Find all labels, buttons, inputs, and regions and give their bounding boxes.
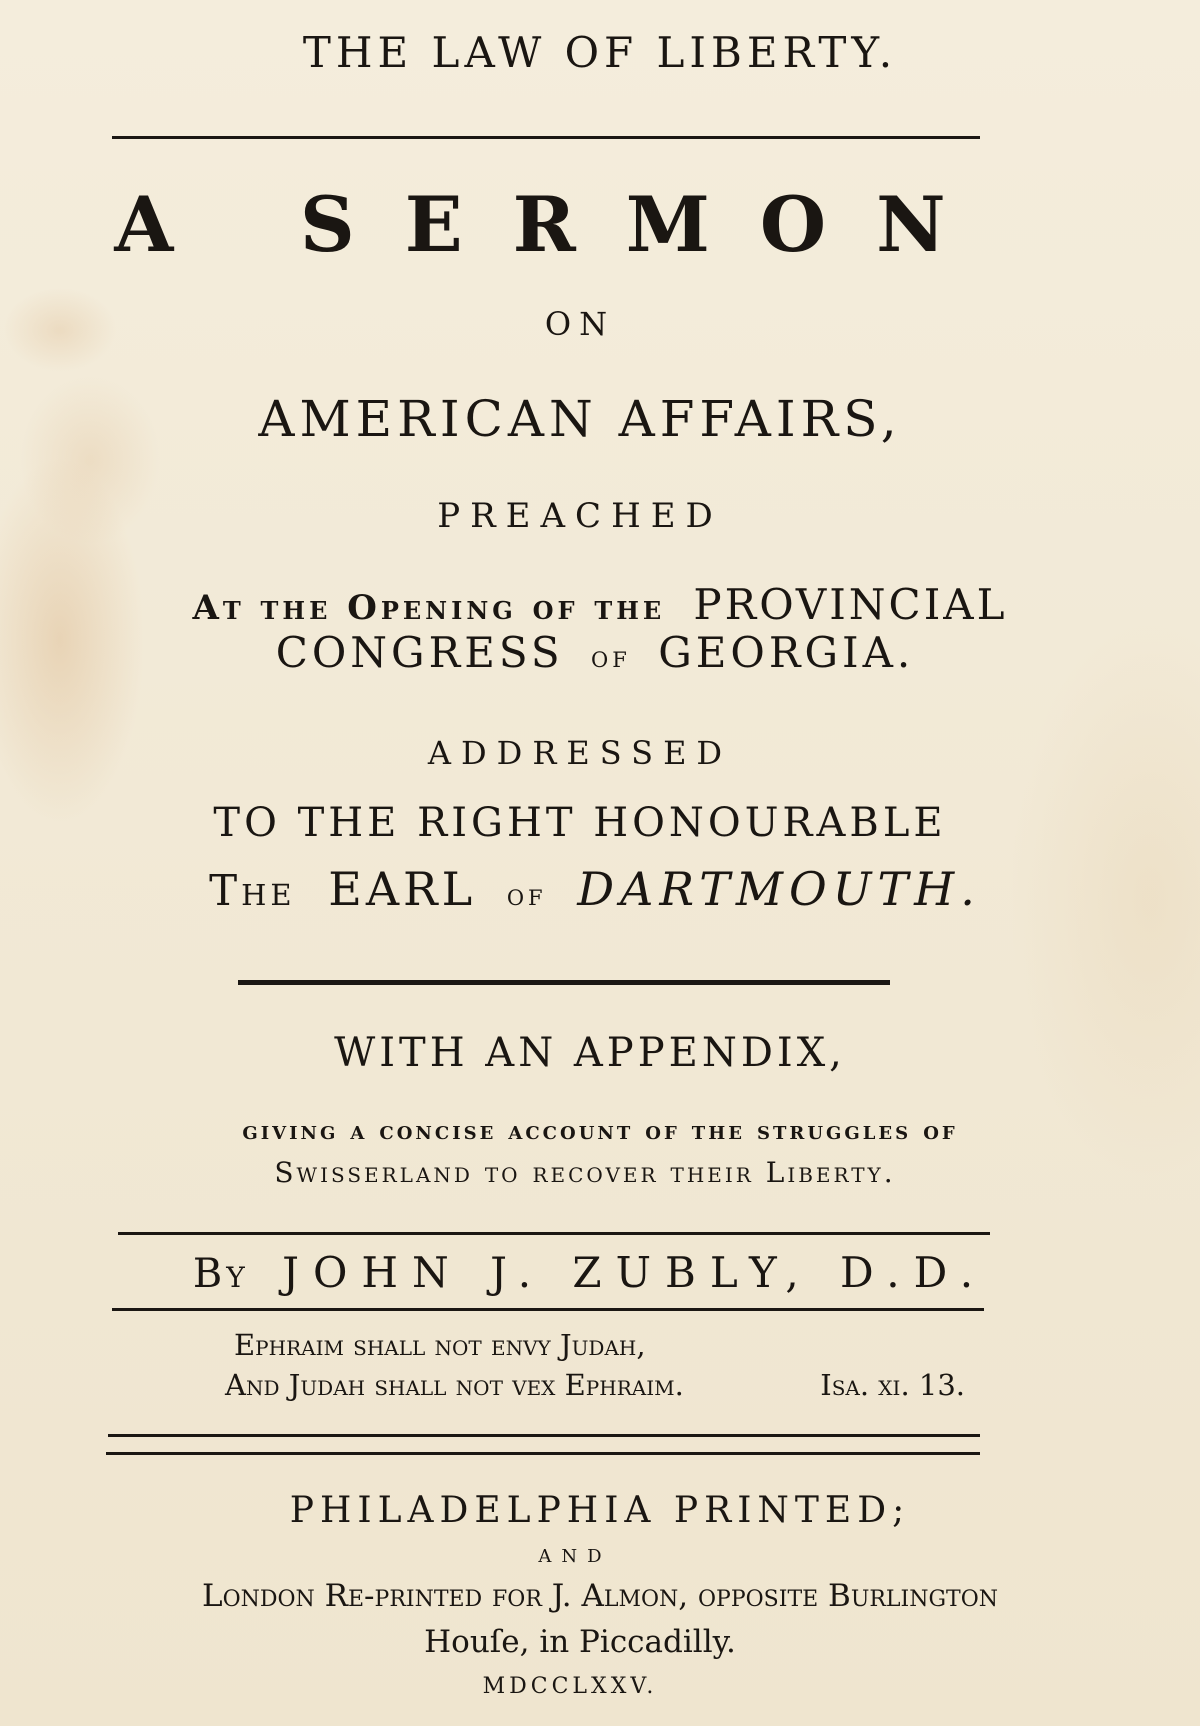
epigraph-line-2-row [225,1368,965,1402]
preached-word: PREACHED [437,496,723,536]
top-rule [112,136,980,139]
to-line: TO THE RIGHT HONOURABLE [213,800,947,846]
earl-the: The [209,866,296,915]
imprint-london-line: London Re-printed for J. Almon, oppoſite Burlington [201,1578,999,1614]
occasion-of: of [591,640,631,675]
appendix-desc-2: Swisserland to recover their Liberty. [274,1156,896,1189]
addressed-word: ADDRESSED [427,734,733,772]
epigraph-citation: Isa. xi. 13. [820,1368,965,1402]
author-line [100,1248,1080,1297]
earl-line [100,862,1090,916]
imprint-city: PHILADELPHIA PRINTED; [289,1490,911,1531]
author-top-rule [118,1232,990,1235]
imprint-house-line: Houſe, in Piccadilly. [424,1624,736,1660]
occasion-provincial: PROVINCIAL [693,580,1008,629]
author-name: JOHN J. ZUBLY, D.D. [282,1248,988,1297]
occasion-line-1 [95,580,1105,629]
imprint-rule-2 [106,1452,980,1455]
imprint-year: MDCCLXXV. [482,1674,658,1699]
running-title: THE LAW OF LIBERTY. [302,28,898,77]
earl-of: of [506,878,547,913]
subject-line: AMERICAN AFFAIRS, [258,390,902,448]
author-bottom-rule [112,1308,984,1311]
imprint-rule-1 [108,1434,980,1437]
appendix-desc-1: giving a concise account of the struggles of [242,1116,958,1146]
appendix-heading: WITH AN APPENDIX, [334,1030,846,1076]
imprint-and: AND [538,1546,612,1567]
epigraph-line-1: Ephraim ſhall not envy Judah, [234,1328,646,1362]
author-by: By [192,1251,249,1297]
epigraph-line-2: And Judah ſhall not vex Ephraim. [225,1368,684,1402]
occasion-georgia: GEORGIA. [658,628,915,677]
occasion-congress: CONGRESS [275,628,564,677]
main-title: A SERMON [114,180,996,269]
on-word: ON [544,305,616,343]
earl-dartmouth: DARTMOUTH. [577,862,981,916]
occasion-line-2 [100,628,1090,677]
occasion-prefix: At the Opening of the [192,588,666,628]
middle-rule [238,980,890,985]
earl-earl: EARL [328,862,477,916]
